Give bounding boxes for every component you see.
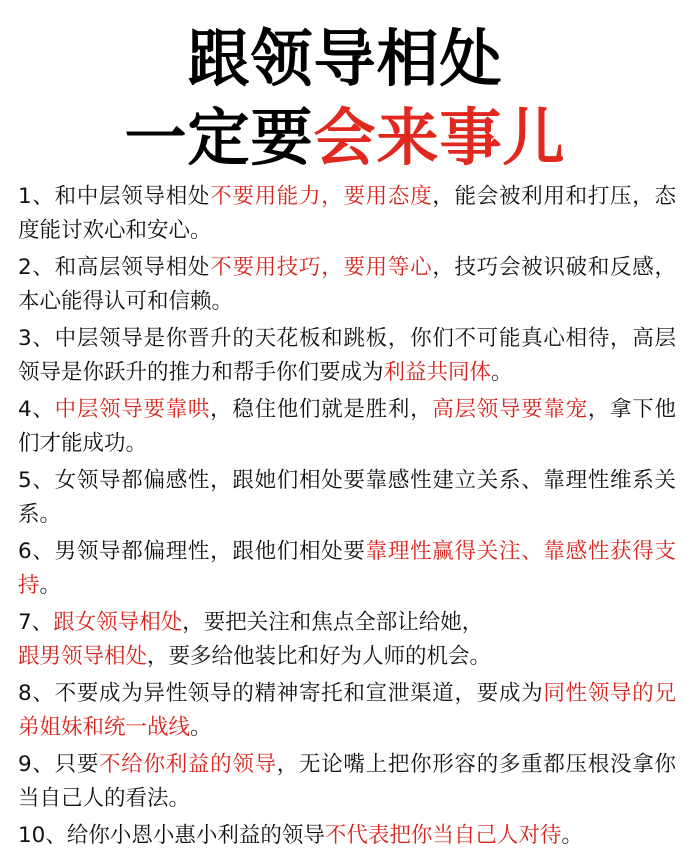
item-10-text-a: 10、给你小恩小惠小利益的领导 xyxy=(18,823,325,848)
item-6-text-c: 。 xyxy=(39,572,62,598)
list-item-1 xyxy=(18,180,676,247)
list-item-8 xyxy=(18,677,676,744)
item-8-highlight: 同性领导的兄弟姐妹和统一战线 xyxy=(18,681,676,740)
item-4-text-a: 4、 xyxy=(18,397,55,422)
item-1-text-a: 1、和中层领导相处 xyxy=(18,184,211,209)
page-title-line-2 xyxy=(0,101,690,174)
item-4-text-c: ，稳住他们就是胜利， xyxy=(210,397,433,422)
title-line-2-prefix: 一定要 xyxy=(124,101,314,174)
list-item-4 xyxy=(18,393,676,460)
item-9-text-a: 9、只要 xyxy=(18,752,100,777)
item-1-text-c: ，能会被利用和打压，态度能讨欢心和安心。 xyxy=(18,184,676,243)
item-6-highlight: 靠理性赢得关注、靠感性获得支持 xyxy=(18,539,676,598)
item-4-highlight-1: 中层领导要靠哄 xyxy=(54,397,211,422)
item-7-text-c: ，要把关注和焦点全部让给她， xyxy=(182,610,484,635)
item-7-text-a: 7、 xyxy=(18,610,54,635)
list-item-3 xyxy=(18,322,676,389)
item-1-highlight: 不要用能力，要用态度 xyxy=(210,184,433,209)
list-item-10 xyxy=(18,819,676,853)
tips-list xyxy=(18,180,676,857)
item-7-highlight-2: 跟男领导相处 xyxy=(18,643,148,669)
item-10-text-c: 。 xyxy=(561,823,583,848)
item-3-text-a: 3、中层领导是你晋升的天花板和跳板，你们不可能真心相待，高层领导是你跃升的推力和帮手你们要成为 xyxy=(18,326,676,385)
item-6-text-a: 6、男领导都偏理性，跟他们相处要 xyxy=(18,539,366,564)
item-2-text-a: 2、和高层领导相处 xyxy=(18,255,211,280)
item-8-text-a: 8、不要成为异性领导的精神寄托和宣泄渠道，要成为 xyxy=(18,681,544,706)
list-item-9 xyxy=(18,748,676,815)
list-item-2 xyxy=(18,251,676,318)
item-2-highlight: 不要用技巧，要用等心 xyxy=(210,255,433,280)
item-3-highlight: 利益共同体 xyxy=(383,359,492,385)
list-item-7 xyxy=(18,606,676,673)
item-9-text-c: ，无论嘴上把你形容的多重都压根没拿你当自己人的看法。 xyxy=(18,752,676,811)
item-8-text-c: 。 xyxy=(190,714,212,740)
item-7-highlight-1: 跟女领导相处 xyxy=(53,610,183,635)
item-4-highlight-2: 高层领导要靠宠 xyxy=(432,397,588,422)
list-item-5 xyxy=(18,464,676,531)
title-line-2-highlight: 会来事儿 xyxy=(313,101,566,174)
item-7-text-e: ，要多给他装比和好为人师的机会。 xyxy=(147,643,492,669)
item-3-text-c: 。 xyxy=(491,359,513,385)
list-item-6 xyxy=(18,535,676,602)
item-4-text-e: ，拿下他们才能成功。 xyxy=(18,397,676,456)
item-10-highlight: 不代表把你当自己人对待 xyxy=(324,823,562,848)
item-2-text-c: ，技巧会被识破和反感，本心能得认可和信赖。 xyxy=(18,255,676,314)
item-9-highlight: 不给你利益的领导 xyxy=(99,752,277,777)
item-5-text-a: 5、女领导都偏感性，跟她们相处要靠感性建立关系、靠理性维系关系。 xyxy=(18,468,676,527)
page-title-line-1: 跟领导相处 xyxy=(187,22,503,95)
